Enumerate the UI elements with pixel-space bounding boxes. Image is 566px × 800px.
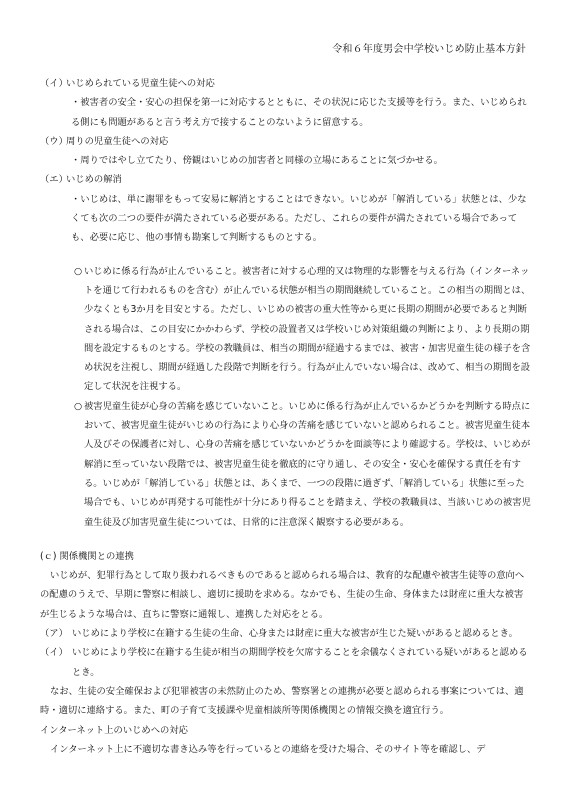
condition-text: いじめに係る行為が止んでいること。被害者に対する心理的又は物理的な影響を与える行為（インターネットを通じて行われるものを含む）が止んでいる状態が相当の期間継続していること。この相当の期間とは、少なくとも3か月を目安とする。ただし、いじめの被害の重大性等から更に長期の期間が必要であると判断される場合は、この目安にかかわらず、学校の設置者又は学校いじめ対策組織の判断により、より長期の期間を設定するものとする。学校の教職員は、相当の期間が経過するまでは、被害・加害児童生徒の様子を含め状況を注視し、期間が経過した段階で判断を行う。行為が止んでいない場合は、改めて、相当の期間を設定して状況を注視する。	[84, 265, 531, 393]
item-heading: 周りの児童生徒への対応	[66, 135, 169, 147]
condition-2	[74, 397, 532, 532]
case-a	[40, 624, 532, 643]
circle-bullet-icon: ○	[74, 265, 83, 277]
document-body	[40, 74, 532, 759]
internet-body: インターネット上に不適切な書き込み等を行っているとの連絡を受けた場合、そのサイト等を確認し、デ	[50, 743, 486, 755]
circle-bullet-icon: ○	[74, 400, 83, 412]
item-label: （イ）	[40, 78, 68, 89]
item-body: ・周りではやし立てたり、傍観はいじめの加害者と同様の立場にあることに気づかせる。	[71, 155, 443, 167]
case-text: いじめにより学校に在籍する生徒が相当の期間学校を欠席することを余儀なくされている疑いがあると認めるとき。	[72, 647, 528, 678]
condition-1	[74, 262, 532, 397]
item-i	[40, 74, 532, 93]
item-label: （エ）	[40, 174, 68, 186]
case-text: いじめにより学校に在籍する生徒の生命、心身または財産に重大な被害が生じた疑いがあると認めるとき。	[72, 628, 518, 640]
case-i	[40, 643, 532, 682]
section-c-intro: いじめが、犯罪行為として取り扱われるべきものであると認められる場合は、教育的な配慮や被害生徒等の意向への配慮のうえで、早期に警察に相談し、適切に援助を求める。なかでも、生徒の生命、身体または財産に重大な被害が生じるような場合は、直ちに警察に通報し、連携した対応をとる。	[40, 570, 525, 620]
case-label: （ア）	[40, 628, 68, 640]
item-body: ・いじめは、単に謝罪をもって安易に解消とすることはできない。いじめが「解消している」状態とは、少なくても次の二つの要件が満たされている必要がある。ただし、これらの要件が満たされている場合であっても、必要に応じ、他の事情も勘案して判断するものとする。	[71, 193, 527, 244]
item-heading: いじめの解消	[66, 174, 122, 186]
item-heading: いじめられている児童生徒への対応	[66, 78, 215, 89]
item-label: （ウ）	[40, 135, 68, 147]
item-body: ・被害者の安全・安心の担保を第一に対応するとともに、その状況に応じた支援等を行う。また、いじめられる側にも問題があると言う考え方で接することのないように留意する。	[71, 97, 527, 128]
item-e	[40, 170, 532, 189]
spacer	[40, 532, 532, 547]
page-header-title: 令和６年度男会中学校いじめ防止基本方針	[332, 44, 526, 55]
section-c-note: なお、生徒の安全確保および犯罪被害の未然防止のため、警察署との連携が必要と認められる事案については、適時・適切に連絡する。また、町の子育て支援課や児童相談所等関係機関との情報交換を適宜行う。	[40, 685, 524, 717]
condition-text: 被害児童生徒が心身の苦痛を感じていないこと。いじめに係る行為が止んでいるかどうかを判断する時点において、被害児童生徒がいじめの行為により心身の苦痛を感じていないと認められること。被害児童生徒本人及びその保護者に対し、心身の苦痛を感じていないかどうかを面談等により確認する。学校は、いじめが解消に至っていない段階では、被害児童生徒を徹底的に守り通し、その安全・安心を確保する責任を有する。いじめが「解消している」状態とは、あくまで、一つの段階に過ぎず、「解消している」状態に至った場合でも、いじめが再発する可能性が十分にあり得ることを踏まえ、学校の教職員は、当該いじめの被害児童生徒及び加害児童生徒については、日常的に注意深く観察する必要がある。	[84, 400, 531, 528]
item-u	[40, 132, 532, 151]
internet-heading: インターネット上のいじめへの対応	[40, 724, 188, 736]
case-label: （イ）	[40, 647, 68, 659]
spacer	[40, 248, 532, 262]
section-c-heading: (ｃ) 関係機関との連携	[40, 550, 134, 562]
